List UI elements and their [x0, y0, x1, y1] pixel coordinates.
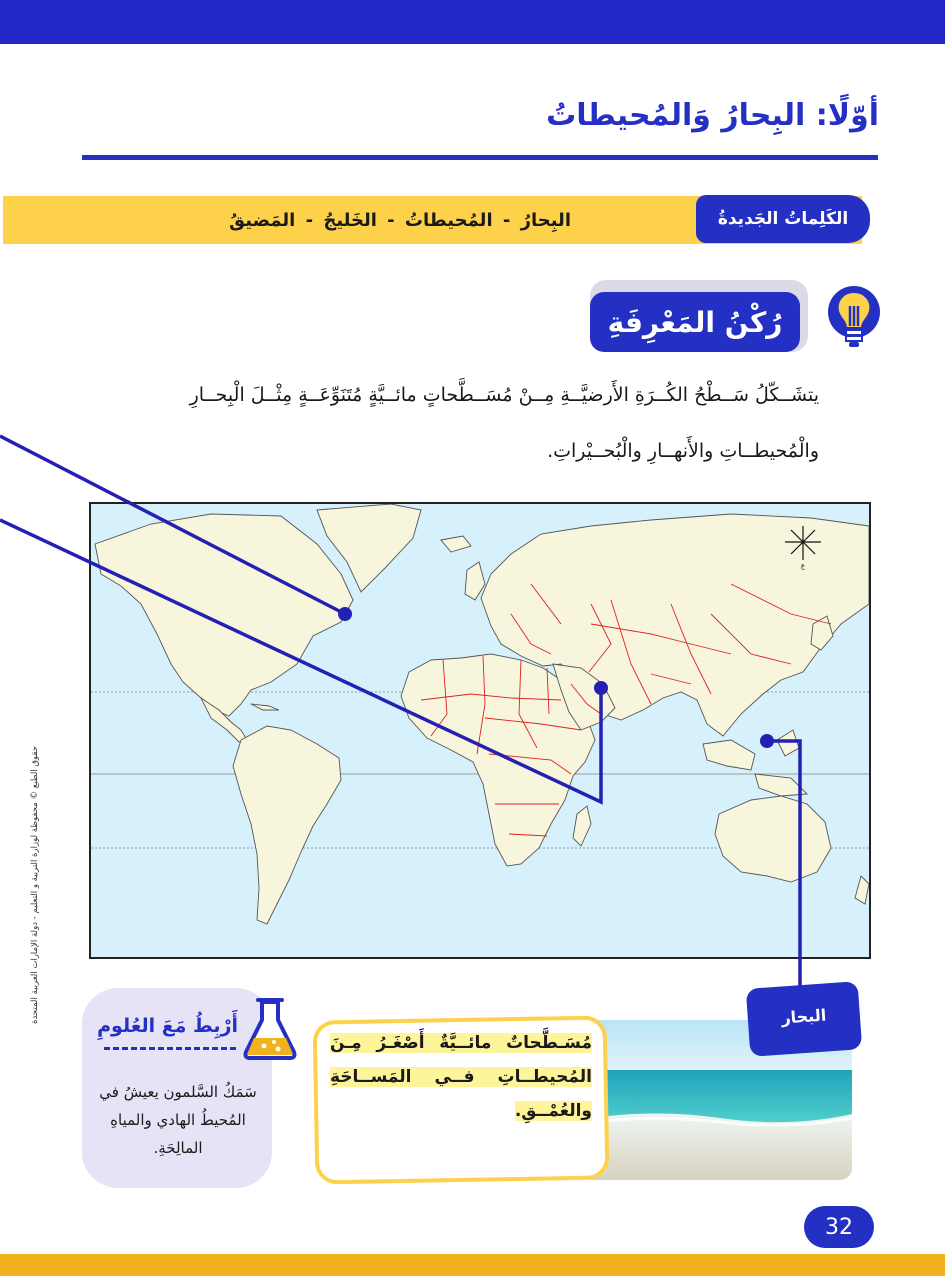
copyright-note: حقوق الطبع © محفوظة لوزارة التربية و التعليم - دولة الإمارات العربية المتحدة [30, 746, 40, 1024]
world-map [89, 502, 871, 959]
page-number: 32 [804, 1206, 874, 1248]
science-link-title: أَرْبِطُ مَعَ العُلومِ [97, 1015, 238, 1037]
title-underline [82, 155, 878, 160]
science-link-divider [104, 1047, 236, 1050]
lightbulb-icon [826, 284, 882, 350]
paragraph-line-2: والْمُحيطــاتِ والأَنهــارِ والْبُحــيْراتِ. [547, 440, 819, 462]
paragraph-line-1: يتشَــكّلُ سَــطْحُ الكُــرَةِ الأَرضيَّــةِ مِــنْ مُسَــطَّحاتٍ مائــيَّةٍ مُتَنَوِّعَــةٍ مِثْــلَ الْبِحــارِ [189, 384, 819, 406]
compass-letter: ع [800, 562, 806, 570]
world-map-graphic [91, 504, 869, 957]
vocabulary-label: الكَلِماتُ الجَديدةُ [696, 195, 870, 243]
top-band [0, 0, 945, 44]
knowledge-corner-badge: رُكْنُ المَعْرِفَةِ [590, 292, 800, 352]
science-link-text: سَمَكُ السَّلمون يعيشُ في المُحيطُ الهادي والمياهِ المالِحَةِ. [99, 1083, 257, 1157]
flask-icon [240, 996, 300, 1060]
seas-definition [330, 1026, 592, 1128]
seas-label: البحار [746, 981, 862, 1057]
vocabulary-words: البِحارُ - المُحيطاتُ - الخَليجُ - المَضيقُ [229, 209, 571, 231]
section-title: أوّلًا: البِحارُ وَالمُحيطاتُ [546, 98, 879, 133]
bottom-band [0, 1254, 945, 1276]
seas-definition-text: مُسَـطَّحاتٌ مائــيَّةٌ أَصْغَـرُ مِـنَ المُحيطــاتِ فــي المَســاحَةِ والعُمْــقِ. [330, 1033, 592, 1121]
